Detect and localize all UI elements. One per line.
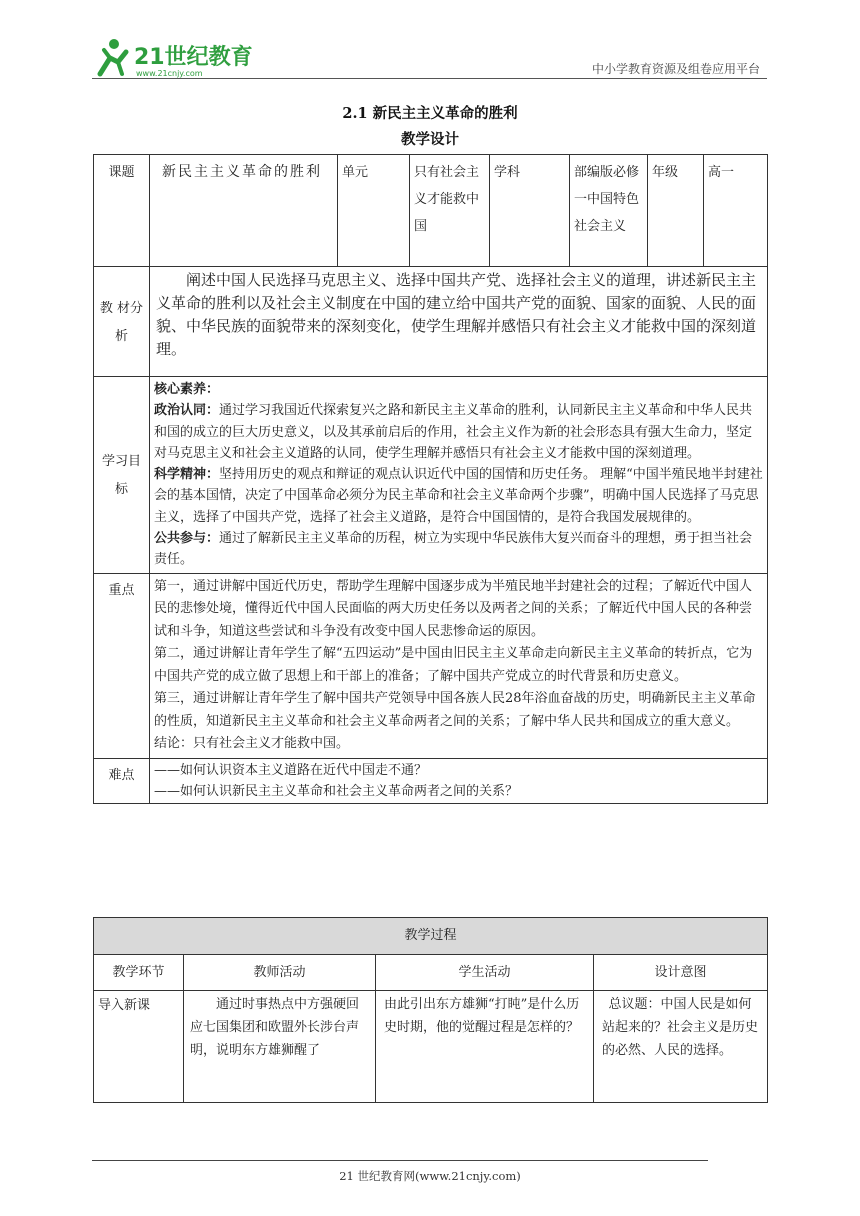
subject-value: 部编版必修一中国特色社会主义: [570, 155, 648, 267]
key-points-label: 重点: [94, 573, 150, 758]
key-point-1: 第一，通过讲解中国近代历史，帮助学生理解中国逐步成为半殖民地半封建社会的过程；了解近代中国人民的悲惨处境，懂得近代中国人民面临的两大历史任务以及两者之间的关系；了解近代中国人民的各种尝试和斗争，知道这些尝试和斗争没有改变中国人民悲惨命运的原因。: [154, 578, 753, 639]
key-point-conclusion: 结论：只有社会主义才能救中国。: [154, 736, 350, 752]
site-logo: [92, 34, 262, 82]
topic-label: 课题: [94, 155, 150, 267]
grade-label: 年级: [648, 155, 704, 267]
difficulties-cell: [150, 758, 768, 804]
science-heading: 科学精神：: [154, 467, 220, 483]
footer-text: 21 世纪教育网(www.21cnjy.com): [339, 1169, 521, 1183]
political-text: 通过学习我国近代探索复兴之路和新民主主义革命的胜利，认同新民主主义革命和中华人民共和国的成立的巨大历史意义，以及其承前启后的作用，社会主义作为新的社会形态具有强大生命力，坚定对马克思主义和社会主义道路的认同，使学生理解并感悟只有社会主义才能救中国的深刻道理。: [154, 403, 753, 461]
platform-name: 中小学教育资源及组卷应用平台: [591, 62, 760, 76]
public-text: 通过了解新民主主义革命的历程，树立为实现中华民族伟大复兴而奋斗的理想，勇于担当社会责任。: [154, 531, 753, 568]
objectives-label: 学习目标: [94, 377, 150, 574]
grade-value: 高一: [704, 155, 768, 267]
subject-label: 学科: [490, 155, 570, 267]
unit-value: 只有社会主义才能救中国: [410, 155, 490, 267]
analysis-text: 阐述中国人民选择马克思主义、选择中国共产党、选择社会主义的道理，讲述新民主主义革命的胜利以及社会主义制度在中国的建立给中国共产党的面貌、国家的面貌、人民的面貌、中华民族的面貌带来的深刻变化，使学生理解并感悟只有社会主义才能救中国的深刻道理。: [150, 267, 768, 377]
topic-value: 新民主主义革命的胜利: [150, 155, 338, 267]
political-identity: [154, 400, 763, 464]
objectives-cell: [150, 377, 768, 574]
document-subtitle: 教学设计: [401, 131, 459, 148]
design-intent-cell: 总议题：中国人民是如何站起来的？社会主义是历史的必然、人民的选择。: [594, 991, 768, 1103]
logo-text: 21世纪教育: [134, 45, 253, 70]
teacher-activity-cell: 通过时事热点中方强硬回应七国集团和欧盟外长涉台声明，说明东方雄狮醒了: [184, 991, 376, 1103]
logo-url: www.21cnjy.com: [136, 69, 203, 78]
process-title: 教学过程: [94, 918, 768, 955]
col-header-teacher: 教师活动: [184, 955, 376, 991]
footer-divider: [92, 1160, 708, 1161]
science-text: 坚持用历史的观点和辩证的观点认识近代中国的国情和历史任务。 理解“中国半殖民地半封建社会的基本国情，决定了中国革命必须分为民主革命和社会主义革命两个步骤”，明确中国人民选择了马克思主义，选择了中国共产党，选择了社会主义道路，是符合中国国情的，是符合我国发展规律的。: [154, 467, 763, 525]
table-row: [94, 991, 768, 1103]
key-point-2: 第二，通过讲解让青年学生了解“五四运动”是中国由旧民主主义革命走向新民主主义革命的转折点，它为中国共产党的成立做了思想上和干部上的准备；了解中国共产党成立的时代背景和历史意义。: [154, 646, 753, 684]
core-literacy-heading: 核心素养：: [154, 382, 220, 397]
header-divider: [92, 78, 767, 79]
col-header-intent: 设计意图: [594, 955, 768, 991]
lesson-design-table: [93, 154, 768, 804]
key-point-3: 第三，通过讲解让青年学生了解中国共产党领导中国各族人民28年浴血奋战的历史，明确新民主主义革命的性质，知道新民主主义革命和社会主义革命两者之间的关系；了解中华人民共和国成立的重大意义。: [154, 691, 756, 729]
analysis-label: 教 材分析: [94, 267, 150, 377]
col-header-stage: 教学环节: [94, 955, 184, 991]
difficulty-2: ——如何认识新民主主义革命和社会主义革命两者之间的关系？: [154, 783, 519, 799]
difficulty-1: ——如何认识资本主义道路在近代中国走不通？: [154, 762, 428, 778]
student-activity-cell: 由此引出东方雄狮“打盹”是什么历史时期，他的觉醒过程是怎样的？: [376, 991, 594, 1103]
teaching-process-table: [93, 917, 768, 1103]
difficulties-label: 难点: [94, 758, 150, 804]
public-participation: [154, 528, 763, 571]
political-heading: 政治认同：: [154, 403, 220, 419]
key-points-cell: [150, 573, 768, 758]
document-title: 2.1 新民主主义革命的胜利: [342, 105, 518, 122]
runner-logo-icon: [92, 34, 262, 82]
scientific-spirit: [154, 464, 763, 528]
stage-cell: 导入新课: [94, 991, 184, 1103]
public-heading: 公共参与：: [154, 531, 220, 547]
unit-label: 单元: [338, 155, 410, 267]
col-header-student: 学生活动: [376, 955, 594, 991]
